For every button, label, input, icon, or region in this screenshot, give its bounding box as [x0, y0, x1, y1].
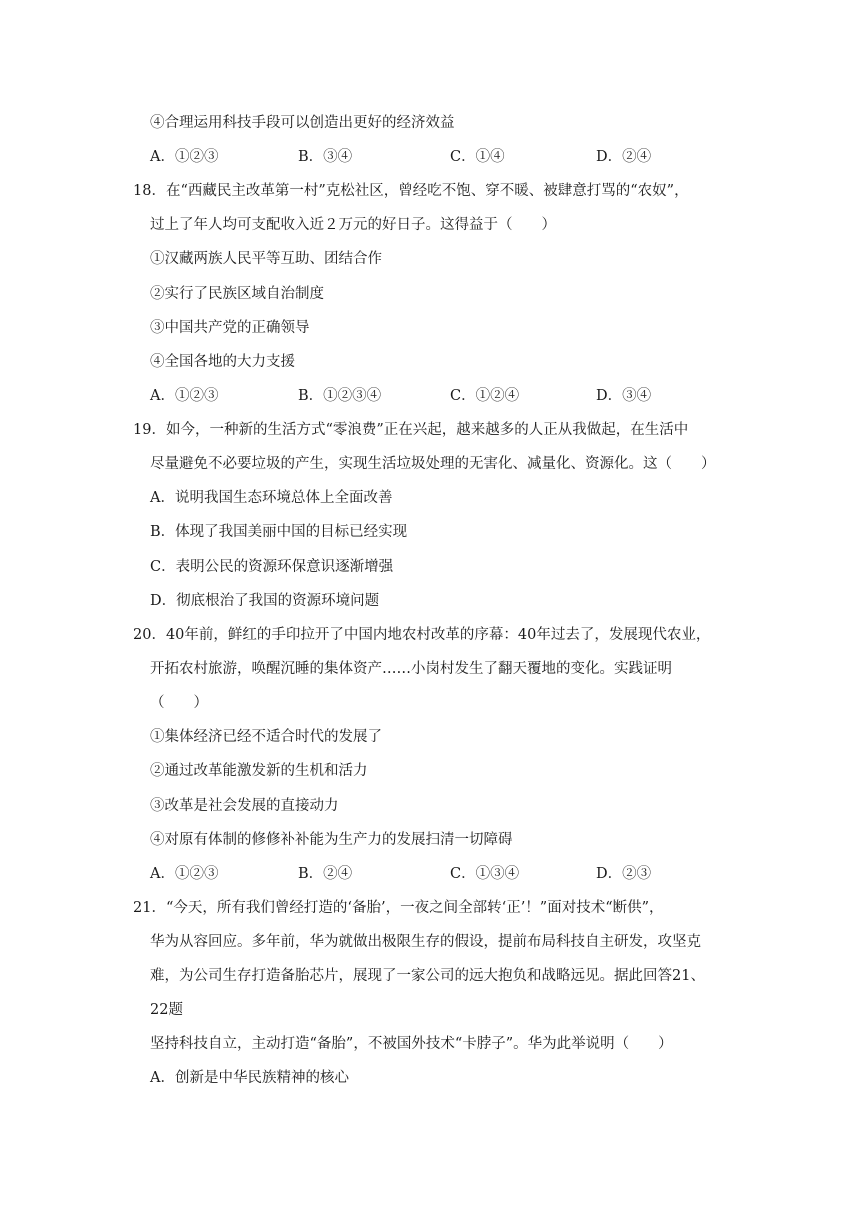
q17-option-a: A．①②③ [150, 149, 219, 165]
q20-item-4: ④对原有体制的修修补补能为生产力的发展扫清一切障碍 [150, 832, 513, 848]
q20-options [150, 864, 710, 884]
q19-option-a: A．说明我国生态环境总体上全面改善 [150, 490, 393, 506]
q17-options [150, 147, 710, 167]
q20-stem-line-1: 20．40年前，鲜红的手印拉开了中国内地农村改革的序幕：40年过去了，发展现代农业， [133, 627, 711, 643]
q17-option-b: B．③④ [298, 149, 353, 165]
q18-option-b: B．①②③④ [298, 388, 382, 404]
q19-option-b: B．体现了我国美丽中国的目标已经实现 [150, 524, 408, 540]
q18-option-a: A．①②③ [150, 388, 219, 404]
q21-stem-line-3: 难，为公司生存打造备胎芯片，展现了一家公司的远大抱负和战略远见。据此回答21、 [150, 968, 705, 984]
q18-stem-line-2: 过上了年人均可支配收入近２万元的好日子。这得益于（ ） [150, 217, 556, 233]
q20-stem-line-3: （ ） [150, 695, 208, 711]
q21-stem-line-1: 21．“今天，所有我们曾经打造的‘备胎’，一夜之间全部转‘正’！”面对技术“断供”， [133, 900, 664, 916]
q21-stem-line-4: 22题 [150, 1002, 183, 1018]
q18-item-3: ③中国共产党的正确领导 [150, 320, 310, 336]
q20-option-a: A．①②③ [150, 866, 219, 882]
q17-option-c: C．①④ [450, 149, 505, 165]
q18-option-c: C．①②④ [450, 388, 520, 404]
q17-item-4: ④合理运用科技手段可以创造出更好的经济效益 [150, 115, 455, 131]
q20-stem-line-2: 开拓农村旅游，唤醒沉睡的集体资产……小岗村发生了翻天覆地的变化。实践证明 [150, 661, 672, 677]
q21-stem-line-2: 华为从容回应。多年前，华为就做出极限生存的假设，提前布局科技自主研发，攻坚克 [150, 934, 701, 950]
q20-item-3: ③改革是社会发展的直接动力 [150, 798, 339, 814]
q18-option-d: D．③④ [596, 388, 652, 404]
q20-option-c: C．①③④ [450, 866, 520, 882]
q19-option-d: D．彻底根治了我国的资源环境问题 [150, 593, 380, 609]
q18-item-4: ④全国各地的大力支援 [150, 354, 295, 370]
q20-item-2: ②通过改革能激发新的生机和活力 [150, 763, 368, 779]
q19-option-c: C．表明公民的资源环保意识逐渐增强 [150, 559, 394, 575]
q18-options [150, 386, 710, 406]
q19-stem-line-1: 19．如今，一种新的生活方式“零浪费”正在兴起，越来越多的人正从我做起，在生活中 [133, 422, 689, 438]
q21-question: 坚持科技自立，主动打造“备胎”，不被国外技术“卡脖子”。华为此举说明（ ） [150, 1036, 673, 1052]
q20-item-1: ①集体经济已经不适合时代的发展了 [150, 729, 382, 745]
q19-stem-line-2: 尽量避免不必要垃圾的产生，实现生活垃圾处理的无害化、减量化、资源化。这（ ） [150, 456, 716, 472]
q18-stem-line-1: 18．在“西藏民主改革第一村”克松社区，曾经吃不饱、穿不暖、被肆意打骂的“农奴”， [133, 183, 689, 199]
q20-option-d: D．②③ [596, 866, 652, 882]
q18-item-2: ②实行了民族区域自治制度 [150, 286, 324, 302]
q21-option-a: A．创新是中华民族精神的核心 [150, 1070, 349, 1086]
q18-item-1: ①汉藏两族人民平等互助、团结合作 [150, 251, 382, 267]
q17-option-d: D．②④ [596, 149, 652, 165]
q20-option-b: B．②④ [298, 866, 353, 882]
